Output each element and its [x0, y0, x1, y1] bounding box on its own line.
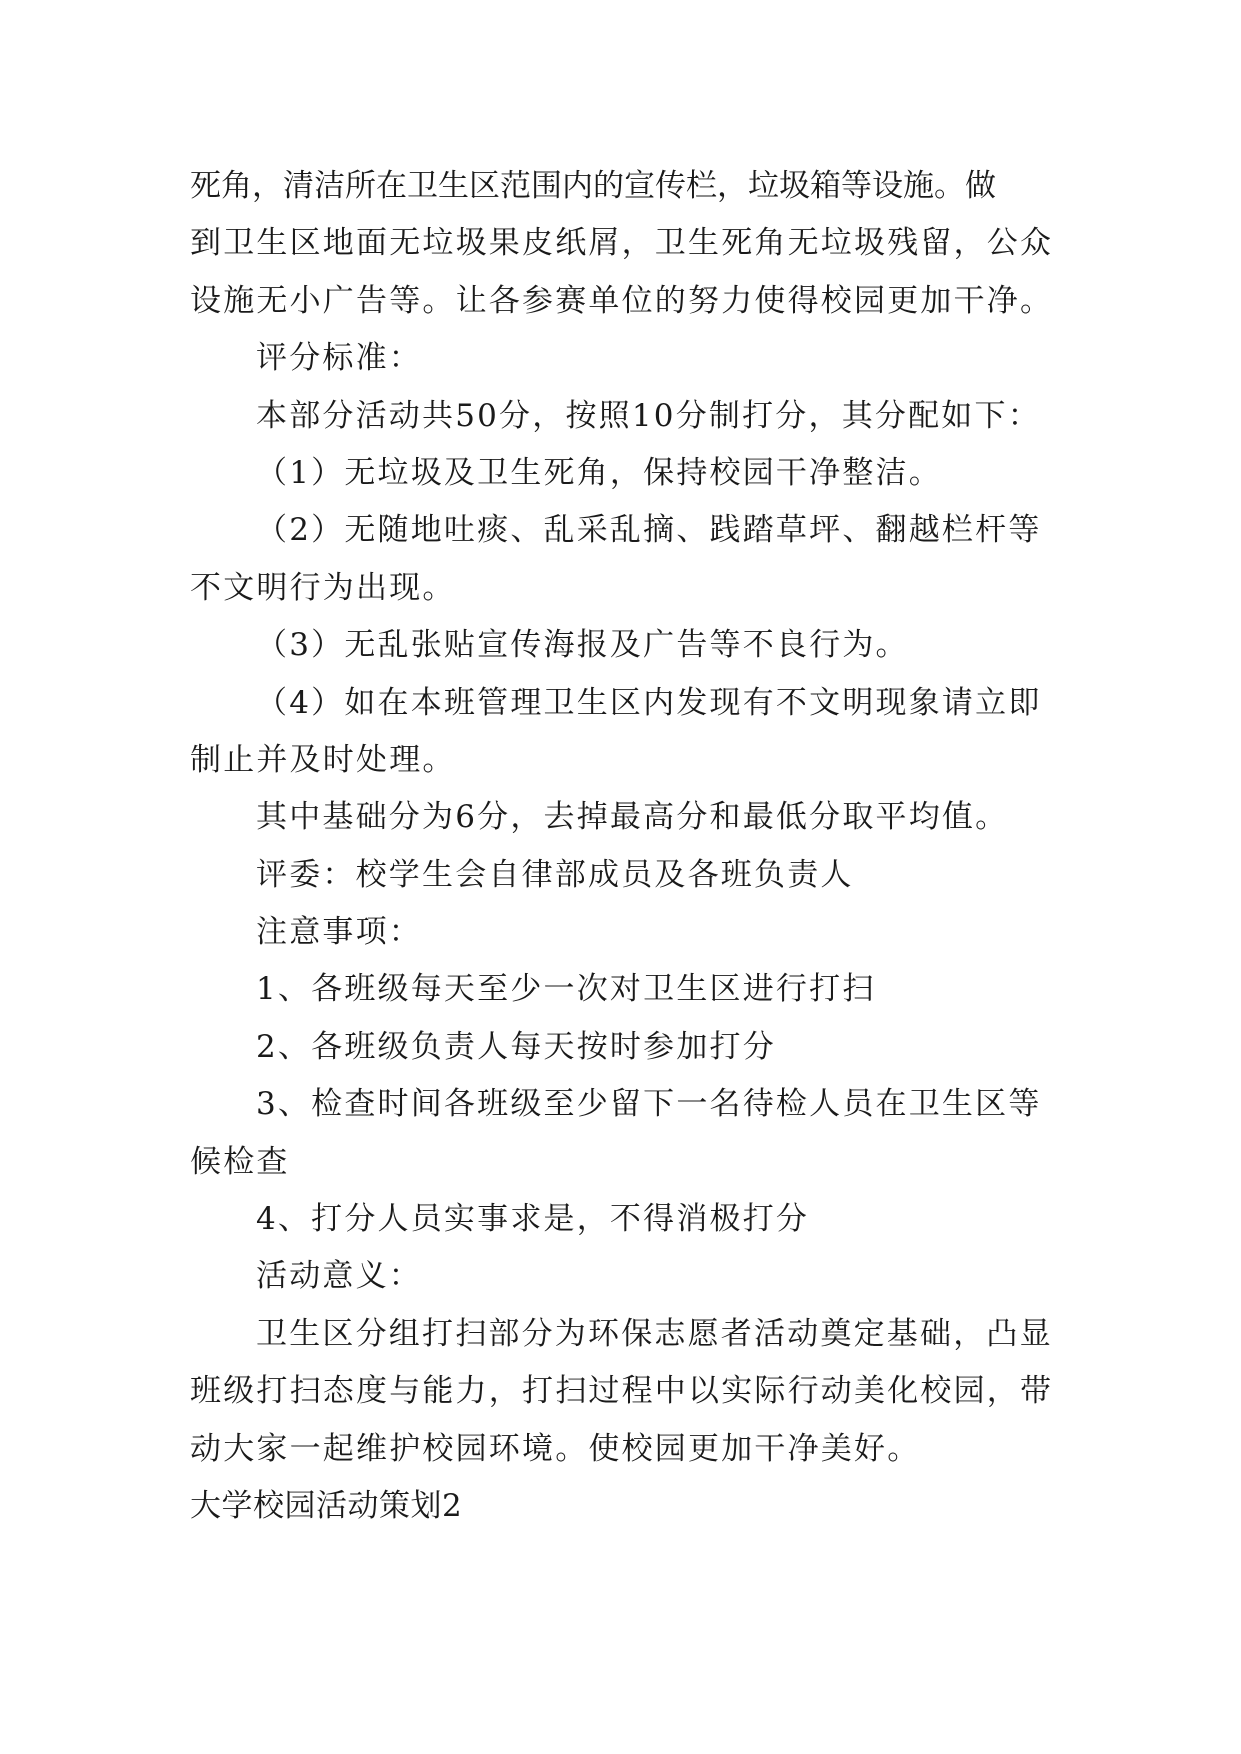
paragraph-line: 其中基础分为6分，去掉最高分和最低分取平均值。	[256, 799, 1009, 836]
document-body	[190, 158, 1054, 1535]
paragraph-line: 班级打扫态度与能力，打扫过程中以实际行动美化校园，带	[190, 1373, 1054, 1410]
list-item: （1）无垃圾及卫生死角，保持校园干净整洁。	[256, 454, 942, 491]
list-item-continuation: 制止并及时处理。	[190, 741, 456, 778]
list-item: （2）无随地吐痰、乱采乱摘、践踏草坪、翻越栏杆等	[256, 512, 1042, 549]
section-label-notes: 注意事项：	[256, 914, 422, 951]
list-item: 3、检查时间各班级至少留下一名待检人员在卫生区等	[256, 1086, 1042, 1123]
paragraph-line: 设施无小广告等。让各参赛单位的努力使得校园更加干净。	[190, 282, 1054, 319]
paragraph-line: 到卫生区地面无垃圾果皮纸屑，卫生死角无垃圾残留，公众	[190, 225, 1054, 262]
paragraph-line: 本部分活动共50分，按照10分制打分，其分配如下：	[256, 397, 1041, 434]
section-label-significance: 活动意义：	[256, 1258, 422, 1295]
paragraph-line: 卫生区分组打扫部分为环保志愿者活动奠定基础，凸显	[256, 1315, 1053, 1352]
list-item-continuation: 候检查	[190, 1143, 290, 1180]
list-item: （4）如在本班管理卫生区内发现有不文明现象请立即	[256, 684, 1042, 721]
list-item: 1、各班级每天至少一次对卫生区进行打扫	[256, 971, 876, 1008]
list-item: 2、各班级负责人每天按时参加打分	[256, 1028, 776, 1065]
paragraph-line: 动大家一起维护校园环境。使校园更加干净美好。	[190, 1430, 921, 1467]
paragraph-line: 评委：校学生会自律部成员及各班负责人	[256, 856, 854, 893]
section-label-scoring: 评分标准：	[256, 340, 422, 377]
line-text: 死角，清洁所在卫生区范围内的宣传栏，垃圾箱等设施。做	[190, 168, 996, 204]
list-item: 4、打分人员实事求是，不得消极打分	[256, 1201, 810, 1238]
list-item: （3）无乱张贴宣传海报及广告等不良行为。	[256, 627, 909, 664]
list-item-continuation: 不文明行为出现。	[190, 569, 456, 606]
paragraph-line	[190, 158, 1050, 215]
section-heading: 大学校园活动策划2	[190, 1487, 463, 1524]
